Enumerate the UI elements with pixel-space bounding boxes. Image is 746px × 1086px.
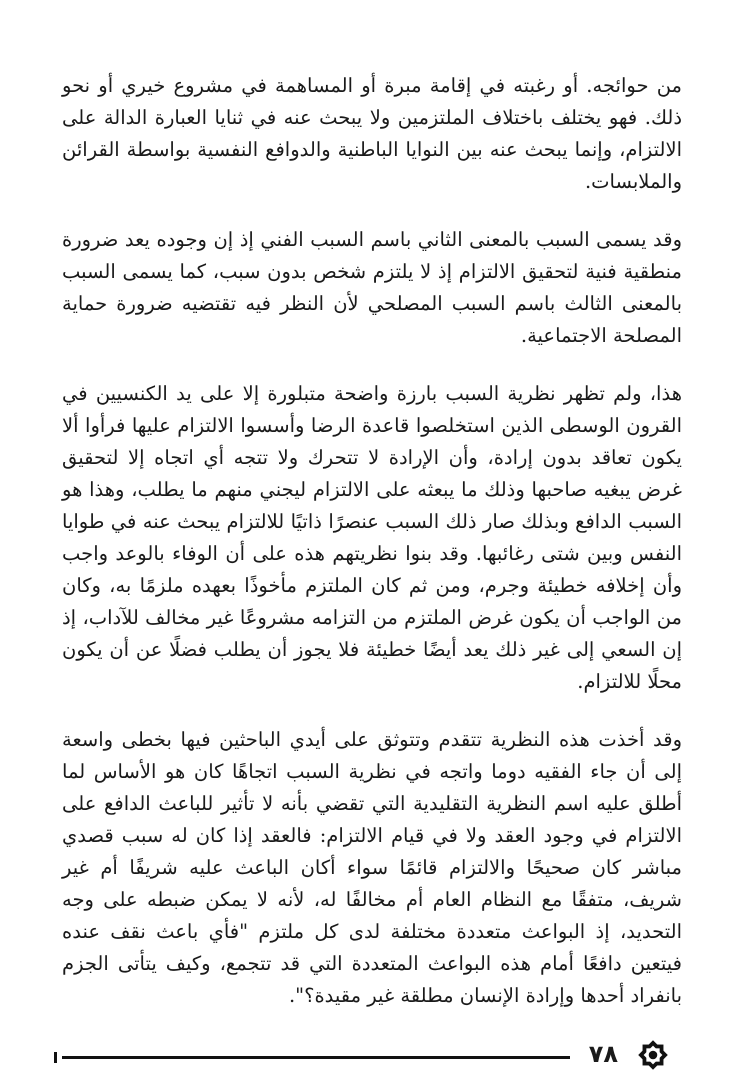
body-text [62,70,682,1038]
paragraph-3: هذا، ولم تظهر نظرية السبب بارزة واضحة متبلورة إلا على يد الكنسيين في القرون الوسطى الذين استخلصوا قاعدة الرضا وأسسوا الالتزام عليها فرأوا ألا يكون تعاقد بدون إرادة، وأن الإرادة لا تتحرك ولا تتجه أي اتجاه إلا لتحقيق غرض يبغيه صاحبها وذلك ما يبعثه على الالتزام ليجني منهم ما يطلب، وهذا هو السبب الدافع وبذلك صار ذلك السبب عنصرًا ذاتيًا للالتزام يبحث عنه في طوايا النفس وبين شتى رغائبها. وقد بنوا نظريتهم هذه على أن الوفاء بالوعد واجب وأن إخلافه خطيئة وجرم، ومن ثم كان الملتزم مأخوذًا بعهده ملزمًا به، وكان من الواجب أن يكون غرض الملتزم من التزامه مشروعًا غير مخالف للآداب، إذ إن السعي إلى غير ذلك يعد أيضًا خطيئة فلا يجوز أن يطلب فضلًا عن أن يكون محلًا للالتزام. [62,382,682,693]
paragraph-4: وقد أخذت هذه النظرية تتقدم وتتوثق على أيدي الباحثين فيها بخطى واسعة إلى أن جاء الفقيه دوما واتجه في نظرية السبب اتجاهًا كان هو الأساس لما أطلق عليه اسم النظرية التقليدية التي تقضي بأنه لا تأثير للباعث الدافع على الالتزام في وجود العقد ولا في قيام الالتزام: فالعقد إذا كان له سبب قصدي مباشر كان صحيحًا والالتزام قائمًا سواء أكان الباعث عليه شريفًا أم غير شريف، متفقًا مع النظام العام أم مخالفًا له، لأنه لا يمكن ضبطه على وجه التحديد، إذ البواعث متعددة مختلفة لدى كل ملتزم "فأي باعث نقف عنده فيتعين دافعًا أمام هذه البواعث المتعددة التي قد تتجمع، وكيف يتأتى الجزم بانفراد أحدها وإرادة الإنسان مطلقة غير مقيدة؟". [62,728,682,1007]
page-footer [50,1040,680,1070]
eight-point-star-ornament-icon [634,1036,672,1074]
paragraph-2: وقد يسمى السبب بالمعنى الثاني باسم السبب الفني إذ إن وجوده يعد ضرورة منطقية فنية لتحقيق الالتزام إذ لا يلتزم شخص بدون سبب، كما يسمى السبب بالمعنى الثالث باسم السبب المصلحي لأن النظر فيه تقتضيه ضرورة حماية المصلحة الاجتماعية. [62,228,682,347]
footer-rule [62,1056,570,1059]
page-number: ٧٨ [588,1040,618,1068]
paragraph-1: من حوائجه. أو رغبته في إقامة مبرة أو المساهمة في مشروع خيري أو نحو ذلك. فهو يختلف باختلاف الملتزمين ولا يبحث عنه في ثنايا العبارة الدالة على الالتزام، وإنما يبحث عنه بين النوايا الباطنية والدوافع النفسية بواسطة القرائن والملابسات. [62,74,683,193]
